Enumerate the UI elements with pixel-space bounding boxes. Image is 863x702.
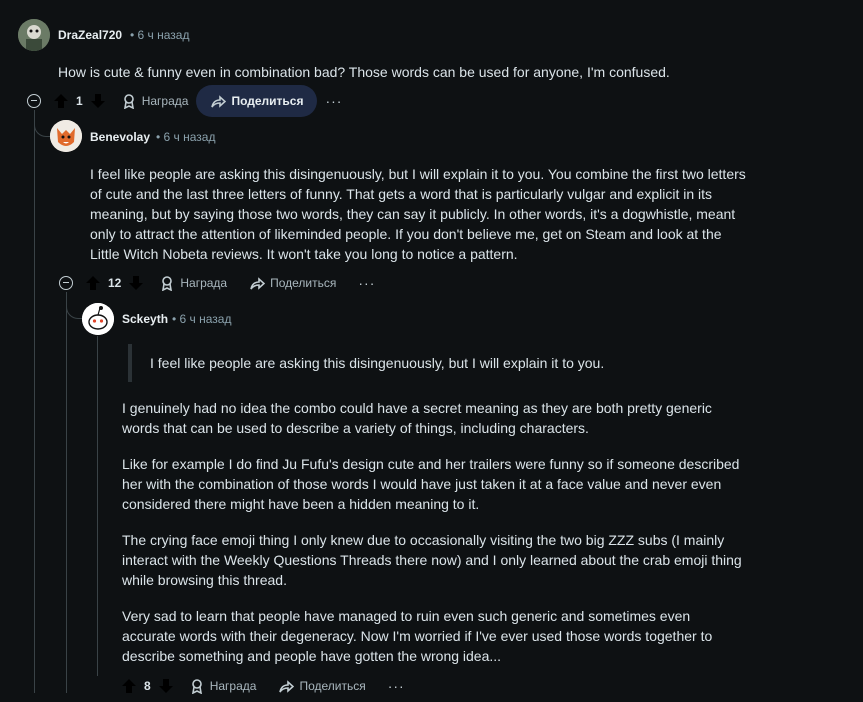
- share-label: Поделиться: [299, 679, 366, 693]
- more-icon: ···: [325, 93, 343, 109]
- share-button[interactable]: [264, 670, 379, 702]
- upvote-icon[interactable]: [120, 677, 138, 695]
- avatar-image: [18, 19, 50, 51]
- downvote-icon[interactable]: [157, 677, 175, 695]
- more-icon: ···: [358, 275, 376, 291]
- share-button[interactable]: [235, 267, 350, 299]
- share-button[interactable]: [196, 85, 317, 117]
- avatar[interactable]: [18, 19, 50, 51]
- thread-branch-1: [34, 110, 51, 137]
- comment-time: • 6 ч назад: [130, 28, 190, 42]
- collapse-icon[interactable]: [59, 276, 73, 290]
- comment-paragraph: Very sad to learn that people have managed to ruin even such generic and sometimes even accurate words with their degeneracy. Now I'm worried if I've ever used those words together to describe something and people have gotten the wrong idea...: [122, 608, 713, 664]
- award-label: Награда: [180, 276, 228, 290]
- comment-time: • 6 ч назад: [156, 130, 216, 144]
- comment-author[interactable]: Sckeyth: [122, 312, 169, 326]
- vote-count: 12: [108, 276, 122, 290]
- comment-time: • 6 ч назад: [172, 312, 232, 326]
- avatar[interactable]: [50, 120, 82, 152]
- comment-paragraph: I genuinely had no idea the combo could have a secret meaning as they are both pretty generic words that can be used to describe a variety of things, including characters.: [122, 400, 712, 436]
- comment-body: How is cute & funny even in combination bad? Those words can be used for anyone, I'm confused.: [58, 64, 670, 80]
- award-icon: [121, 93, 137, 109]
- thread-line-3: [97, 336, 98, 676]
- avatar-image: [82, 303, 114, 335]
- vote-count: 1: [76, 94, 83, 108]
- vote-group: [84, 274, 151, 292]
- comment-actions: [116, 670, 413, 702]
- award-button[interactable]: [181, 670, 265, 702]
- share-icon: [210, 93, 226, 109]
- avatar[interactable]: [82, 303, 114, 335]
- avatar-image: [50, 120, 82, 152]
- award-label: Награда: [209, 679, 257, 693]
- more-button[interactable]: [380, 670, 413, 702]
- comment-author[interactable]: Benevolay: [90, 130, 151, 144]
- comment-author[interactable]: DraZeal720: [58, 28, 123, 42]
- comment-actions: [52, 85, 350, 117]
- share-label: Поделиться: [270, 276, 337, 290]
- collapse-icon[interactable]: [27, 94, 41, 108]
- upvote-icon[interactable]: [52, 92, 70, 110]
- more-icon: ···: [387, 678, 405, 694]
- share-icon: [249, 275, 265, 291]
- downvote-icon[interactable]: [89, 92, 107, 110]
- thread-branch-2: [66, 292, 83, 319]
- comment-actions: [84, 267, 383, 299]
- share-icon: [278, 678, 294, 694]
- vote-count: 8: [144, 679, 151, 693]
- thread-line-2: [66, 292, 67, 693]
- downvote-icon[interactable]: [127, 274, 145, 292]
- quote-block: I feel like people are asking this disingenuously, but I will explain it to you.: [128, 344, 750, 382]
- comment-paragraph: The crying face emoji thing I only knew due to occasionally visiting the two big ZZZ subs (I mainly interact with the Weekly Questions Threads there now) and I only learned about the crab emoji thing while browsing this thread.: [122, 532, 742, 588]
- thread-line-1: [34, 110, 35, 693]
- comment-body: I feel like people are asking this disingenuously, but I will explain it to you. You combine the first two letters of cute and the last three letters of funny. That gets a word that is particularly vulgar and explicit in its meaning, but by saying those two words, they can say it publicly. In other words, it's a dogwhistle, meant only to attract the attention of likeminded people. If you don't believe me, get on Steam and look at the Little Witch Nobeta reviews. It won't take you long to notice a pattern.: [90, 166, 746, 262]
- more-button[interactable]: [317, 85, 350, 117]
- share-label: Поделиться: [231, 94, 304, 108]
- award-icon: [159, 275, 175, 291]
- award-icon: [189, 678, 205, 694]
- vote-group: [116, 677, 181, 695]
- award-label: Награда: [141, 94, 189, 108]
- comment-paragraph: Like for example I do find Ju Fufu's design cute and her trailers were funny so if someone described her with the combination of those words I would have just taken it at a face value and never even considered there might have been a hidden meaning to it.: [122, 456, 740, 512]
- vote-group: [52, 92, 113, 110]
- award-button[interactable]: [113, 85, 197, 117]
- upvote-icon[interactable]: [84, 274, 102, 292]
- more-button[interactable]: [350, 267, 383, 299]
- award-button[interactable]: [151, 267, 235, 299]
